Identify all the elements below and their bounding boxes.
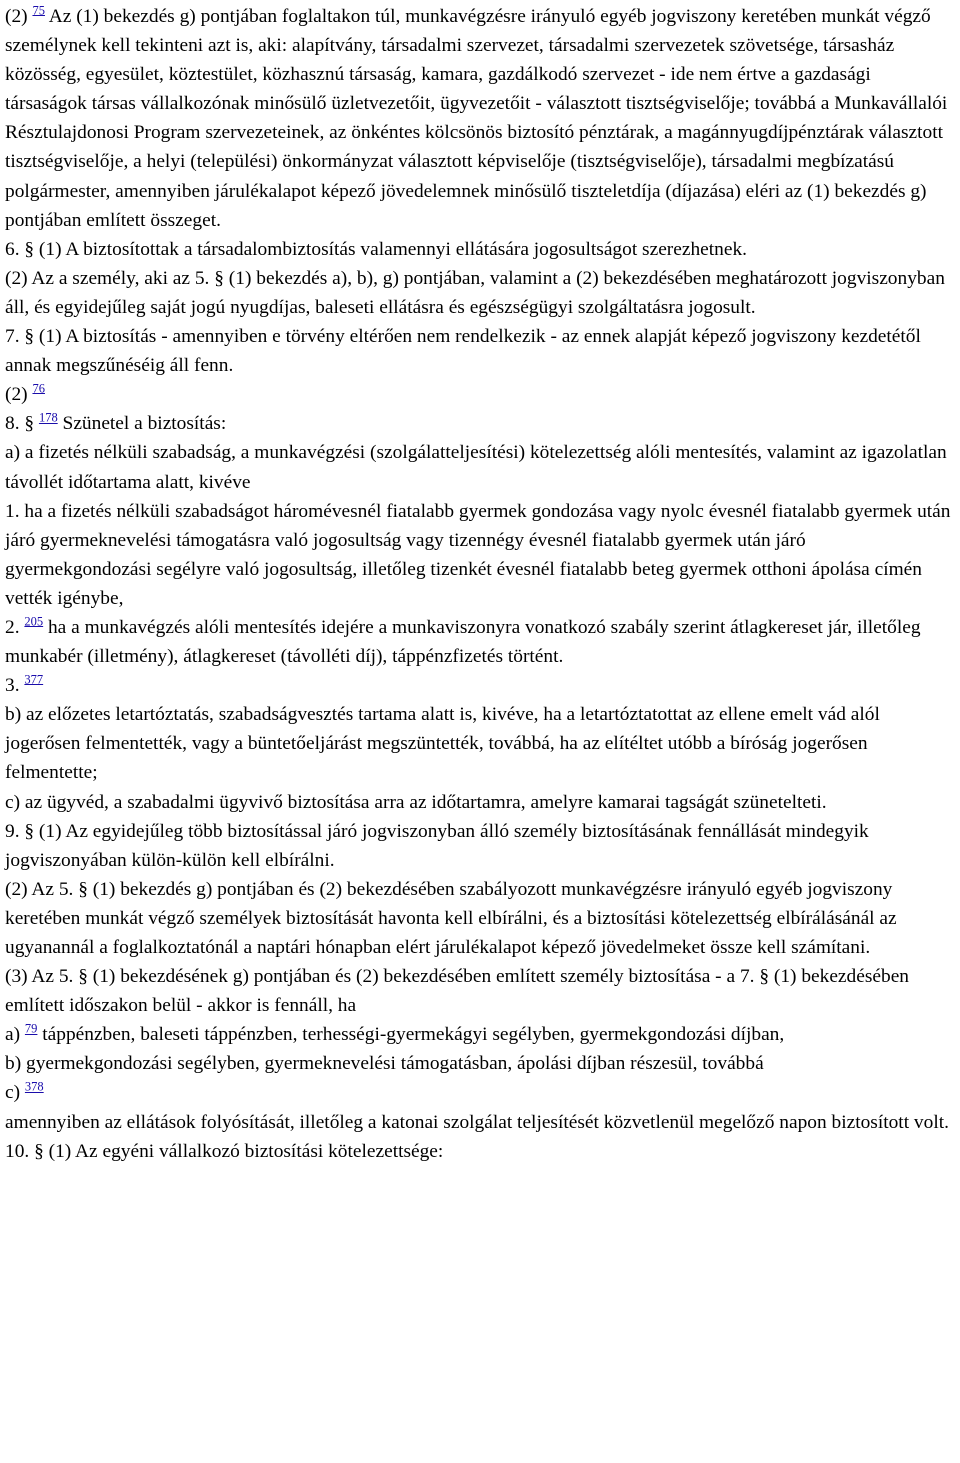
footnote-link[interactable]: 377 xyxy=(24,672,44,687)
paragraph xyxy=(5,671,956,700)
paragraph-text: Az (1) bekezdés g) pontjában foglaltakon túl, munkavégzésre irányuló egyéb jogviszony keretében munkát végző személynek kell tekinteni azt is, aki: alapítvány, társadalmi szervezet, társadalmi szervezetek szövetsége, társasház közösség, egyesület, köztestület, közhasznú társaság, kamara, gazdálkodó szervezet - ide nem értve a gazdasági társaságok társas vállalkozónak minősülő üzletvezetőit, ügyvezetőit - választott tisztségviselője; továbbá a Munkavállalói Résztulajdonosi Program szervezeteinek, az önkéntes kölcsönös biztosító pénztárak, a magánnyugdíjpénztárak választott tisztségviselője, a helyi (települési) önkormányzat választott képviselője (tisztségviselője), társadalmi megbízatású polgármester, amennyiben járulékalapot képező jövedelemnek minősülő tiszteletdíja (díjazása) eléri az (1) bekezdés g) pontjában említett összeget. xyxy=(5,6,948,231)
paragraph-text: a) a fizetés nélküli szabadság, a munkavégzési (szolgálatteljesítési) kötelezettség alóli mentesítés, valamint az igazolatlan távollét időtartama alatt, kivéve xyxy=(5,442,947,493)
paragraph-text: (3) Az 5. § (1) bekezdésének g) pontjában és (2) bekezdésében említett személy biztosítása - a 7. § (1) bekezdésében említett időszakon belül - akkor is fennáll, ha xyxy=(5,966,909,1017)
footnote-link[interactable]: 79 xyxy=(24,1021,38,1036)
paragraph xyxy=(5,613,956,671)
paragraph xyxy=(5,1020,956,1049)
paragraph xyxy=(5,322,956,380)
paragraph xyxy=(5,497,956,613)
footnote-link[interactable]: 205 xyxy=(24,614,44,629)
paragraph-text: 8. § xyxy=(5,413,39,435)
footnote-link[interactable]: 378 xyxy=(24,1079,44,1094)
paragraph xyxy=(5,817,956,875)
paragraph xyxy=(5,380,956,409)
paragraph-text: Szünetel a biztosítás: xyxy=(57,413,227,435)
paragraph-text: táppénzben, baleseti táppénzben, terhességi-gyermekágyi segélyben, gyermekgondozási díjban, xyxy=(37,1024,785,1046)
paragraph-text: 6. § (1) A biztosítottak a társadalombiztosítás valamennyi ellátására jogosultságot szerezhetnek. xyxy=(5,238,748,260)
footnote-link[interactable]: 76 xyxy=(32,381,45,396)
paragraph-text: b) az előzetes letartóztatás, szabadságvesztés tartama alatt is, kivéve, ha a letartóztatottat az ellene emelt vád alól jogerősen felmentették, vagy a büntetőeljárást megszüntették, továbbá, ha az elítéltet utóbb a bíróság jogerősen felmentette; xyxy=(5,704,880,784)
paragraph-text: (2) Az 5. § (1) bekezdés g) pontjában és (2) bekezdésében szabályozott munkavégzésre irányuló egyéb jogviszony keretében munkát végző személyek biztosítását havonta kell elbírálni, és a biztosítási kötelezettség elbírálásánál az ugyanannál a foglalkoztatónál a naptári hónapban elért járulékalapot képező jövedelmeket össze kell számítani. xyxy=(5,878,897,958)
paragraph xyxy=(5,962,956,1020)
paragraph xyxy=(5,788,956,817)
footnote-link[interactable]: 75 xyxy=(32,3,45,18)
paragraph-text: 9. § (1) Az egyidejűleg több biztosítással járó jogviszonyban álló személy biztosításának fennállását mindegyik jogviszonyában külön-külön kell elbírálni. xyxy=(5,820,869,871)
paragraph xyxy=(5,409,956,438)
paragraph-text: 1. ha a fizetés nélküli szabadságot háromévesnél fiatalabb gyermek gondozása vagy nyolc évesnél fiatalabb gyermek után járó gyermeknevelési támogatásra való jogosultság vagy tizennégy évesnél fiatalabb gyermek után járó gyermekgondozási segélyre való jogosultság, illetőleg tizenkét évesnél fiatalabb beteg gyermek otthoni ápolása címén vették igénybe, xyxy=(5,500,951,609)
paragraph xyxy=(5,438,956,496)
paragraph-text: c) xyxy=(5,1082,25,1104)
paragraph xyxy=(5,264,956,322)
paragraph xyxy=(5,1078,956,1107)
paragraph-text: b) gyermekgondozási segélyben, gyermeknevelési támogatásban, ápolási díjban részesül, továbbá xyxy=(5,1053,764,1075)
paragraph-text: 2. xyxy=(5,616,25,638)
paragraph-text: a) xyxy=(5,1024,25,1046)
paragraph xyxy=(5,875,956,962)
paragraph xyxy=(5,2,956,235)
paragraph xyxy=(5,700,956,787)
paragraph xyxy=(5,235,956,264)
paragraph-text: (2) xyxy=(5,384,33,406)
paragraph-text: amennyiben az ellátások folyósítását, illetőleg a katonai szolgálat teljesítését közvetlenül megelőző napon biztosított volt. xyxy=(5,1111,949,1133)
paragraph xyxy=(5,1049,956,1078)
paragraph xyxy=(5,1137,956,1166)
paragraph-text: 10. § (1) Az egyéni vállalkozó biztosítási kötelezettsége: xyxy=(5,1140,444,1162)
paragraph-text: 3. xyxy=(5,675,25,697)
paragraph-text: (2) xyxy=(5,6,33,27)
paragraph-text: 7. § (1) A biztosítás - amennyiben e törvény eltérően nem rendelkezik - az ennek alapját képező jogviszony kezdetétől annak megszűnéséig áll fenn. xyxy=(5,326,921,377)
paragraph-text: c) az ügyvéd, a szabadalmi ügyvivő biztosítása arra az időtartamra, amelyre kamarai tagságát szünetelteti. xyxy=(5,791,827,813)
footnote-link[interactable]: 178 xyxy=(38,410,58,425)
paragraph xyxy=(5,1108,956,1137)
paragraph-text: ha a munkavégzés alóli mentesítés idejére a munkaviszonyra vonatkozó szabály szerint átlagkereset jár, illetőleg munkabér (illetmény), átlagkereset (távolléti díj), táppénzfizetés történt. xyxy=(5,616,921,668)
paragraph-text: (2) Az a személy, aki az 5. § (1) bekezdés a), b), g) pontjában, valamint a (2) bekezdésében meghatározott jogviszonyban áll, és egyidejűleg saját jogú nyugdíjas, baleseti ellátásra és egészségügyi szolgáltatásra jogosult. xyxy=(5,267,945,318)
